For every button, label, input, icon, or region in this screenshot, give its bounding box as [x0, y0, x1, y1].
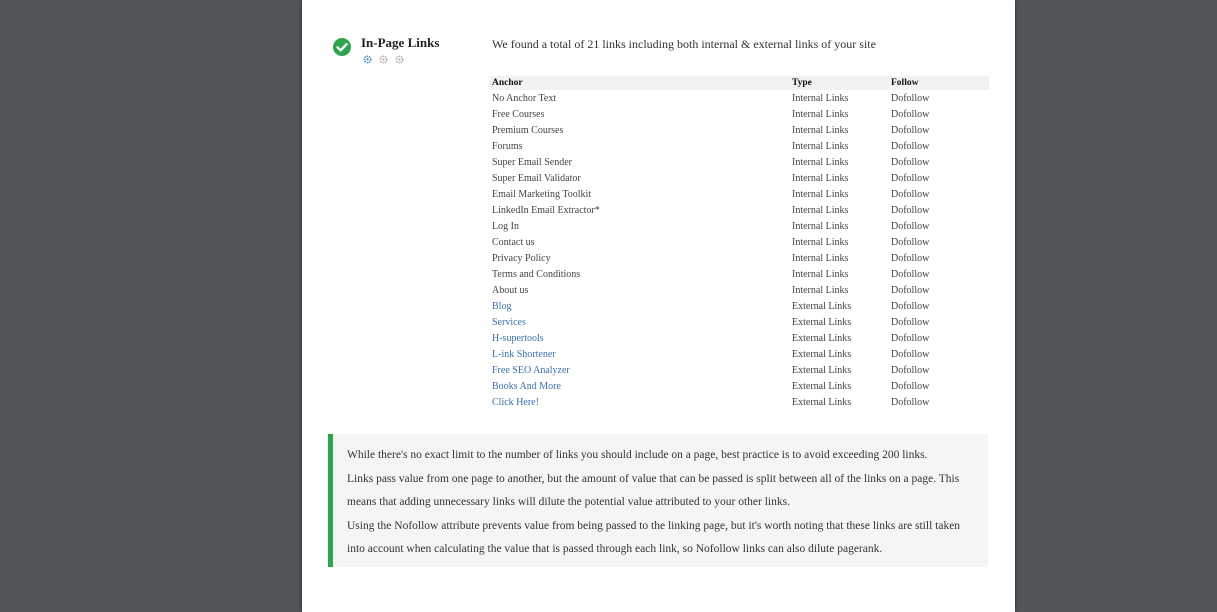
table-row	[489, 170, 989, 186]
link-type: External Links	[792, 316, 852, 328]
link-follow: Dofollow	[891, 284, 930, 296]
link-follow: Dofollow	[891, 268, 930, 280]
table-row	[489, 346, 989, 362]
table-row	[489, 138, 989, 154]
link-type: External Links	[792, 396, 852, 408]
link-anchor: About us	[492, 284, 529, 296]
table-row	[489, 314, 989, 330]
link-type: Internal Links	[792, 284, 849, 296]
note-line: Using the Nofollow attribute prevents value from being passed to the linking page, but it's worth noting that these links are still taken into account when calculating the value that is passed through each link, so Nofollow links can also dilute pagerank.	[347, 519, 961, 555]
link-anchor: Email Marketing Toolkit	[492, 188, 592, 200]
note-line: Links pass value from one page to another, but the amount of value that can be passed is split between all of the links on a page. This means that adding unnecessary links will dilute the potential value attributed to your other links.	[347, 472, 960, 508]
check-circle-icon	[333, 38, 351, 56]
link-anchor: Log In	[492, 220, 519, 232]
link-anchor: Terms and Conditions	[492, 268, 581, 280]
link-anchor: LinkedIn Email Extractor*	[492, 204, 600, 216]
table-row	[489, 394, 989, 410]
link-type: Internal Links	[792, 172, 849, 184]
link-follow: Dofollow	[891, 220, 930, 232]
link-type: Internal Links	[792, 188, 849, 200]
table-row	[489, 362, 989, 378]
link-type: External Links	[792, 348, 852, 360]
column-header-anchor: Anchor	[489, 76, 789, 90]
link-type: External Links	[792, 364, 852, 376]
link-anchor[interactable]: L-ink Shortener	[492, 348, 556, 360]
info-note	[328, 434, 988, 567]
link-follow: Dofollow	[891, 140, 930, 152]
link-anchor[interactable]: Click Here!	[492, 396, 539, 408]
link-follow: Dofollow	[891, 124, 930, 136]
table-row	[489, 266, 989, 282]
link-type: Internal Links	[792, 204, 849, 216]
link-type: Internal Links	[792, 156, 849, 168]
link-anchor: Privacy Policy	[492, 252, 551, 264]
links-table	[489, 76, 989, 410]
link-type: Internal Links	[792, 108, 849, 120]
link-type: Internal Links	[792, 236, 849, 248]
link-follow: Dofollow	[891, 252, 930, 264]
gear-icon	[379, 55, 388, 64]
link-type: External Links	[792, 300, 852, 312]
rating-icons	[363, 55, 407, 66]
table-row	[489, 90, 989, 106]
link-follow: Dofollow	[891, 332, 930, 344]
column-header-type: Type	[789, 76, 888, 90]
table-row	[489, 282, 989, 298]
table-row	[489, 378, 989, 394]
link-anchor[interactable]: Blog	[492, 300, 512, 312]
table-row	[489, 250, 989, 266]
link-type: Internal Links	[792, 92, 849, 104]
link-type: Internal Links	[792, 268, 849, 280]
link-anchor: No Anchor Text	[492, 92, 557, 104]
link-anchor: Premium Courses	[492, 124, 564, 136]
report-page	[302, 0, 1015, 612]
link-type: Internal Links	[792, 140, 849, 152]
table-body	[489, 90, 989, 410]
gear-icon	[395, 55, 404, 64]
table-row	[489, 202, 989, 218]
link-anchor: Free Courses	[492, 108, 545, 120]
link-anchor: Forums	[492, 140, 523, 152]
link-anchor[interactable]: Books And More	[492, 380, 561, 392]
link-follow: Dofollow	[891, 300, 930, 312]
link-follow: Dofollow	[891, 172, 930, 184]
table-row	[489, 298, 989, 314]
link-follow: Dofollow	[891, 156, 930, 168]
link-follow: Dofollow	[891, 188, 930, 200]
link-anchor: Super Email Validator	[492, 172, 581, 184]
link-follow: Dofollow	[891, 108, 930, 120]
link-type: Internal Links	[792, 124, 849, 136]
gear-icon	[363, 55, 372, 64]
table-row	[489, 154, 989, 170]
section-title: In-Page Links	[361, 35, 440, 50]
link-follow: Dofollow	[891, 316, 930, 328]
link-anchor: Contact us	[492, 236, 535, 248]
link-type: External Links	[792, 332, 852, 344]
link-follow: Dofollow	[891, 204, 930, 216]
link-follow: Dofollow	[891, 364, 930, 376]
link-anchor: Super Email Sender	[492, 156, 572, 168]
table-row	[489, 330, 989, 346]
table-header-row	[489, 76, 989, 90]
table-row	[489, 122, 989, 138]
link-follow: Dofollow	[891, 236, 930, 248]
link-type: Internal Links	[792, 220, 849, 232]
link-type: Internal Links	[792, 252, 849, 264]
link-type: External Links	[792, 380, 852, 392]
link-follow: Dofollow	[891, 92, 930, 104]
note-line: While there's no exact limit to the number of links you should include on a page, best practice is to avoid exceeding 200 links.	[347, 449, 928, 461]
link-anchor[interactable]: Services	[492, 316, 526, 328]
link-anchor[interactable]: Free SEO Analyzer	[492, 364, 570, 376]
table-row	[489, 234, 989, 250]
column-header-follow: Follow	[888, 76, 989, 90]
link-follow: Dofollow	[891, 348, 930, 360]
table-row	[489, 218, 989, 234]
table-row	[489, 106, 989, 122]
link-anchor[interactable]: H-supertools	[492, 332, 544, 344]
table-row	[489, 186, 989, 202]
link-follow: Dofollow	[891, 380, 930, 392]
link-follow: Dofollow	[891, 396, 930, 408]
links-summary: We found a total of 21 links including both internal & external links of your site	[492, 37, 876, 51]
